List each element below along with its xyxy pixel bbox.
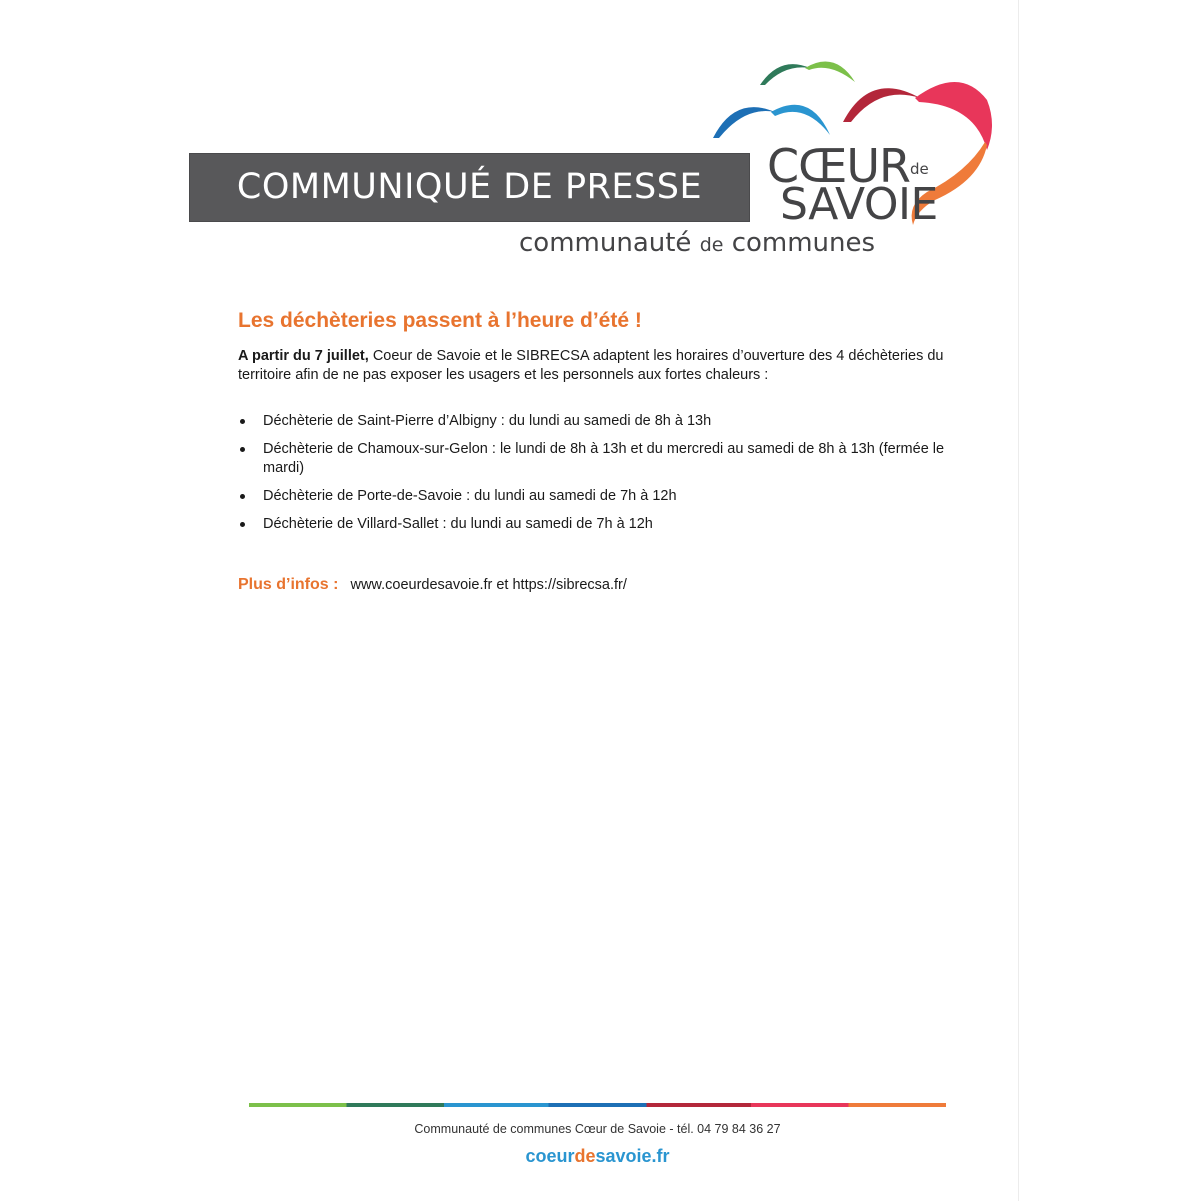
logo-bird-green-light (805, 62, 855, 82)
schedule-list (238, 412, 958, 543)
footer-color-bar (249, 1103, 946, 1107)
article-headline: Les déchèteries passent à l’heure d’été ! (238, 309, 642, 332)
logo-heart-red-light (915, 82, 992, 150)
logo-subtitle (519, 228, 875, 258)
logo-savoie: SAVOIE (780, 179, 938, 230)
list-item: Déchèterie de Villard-Sallet : du lundi au samedi de 7h à 12h (238, 515, 958, 534)
footer-site-part1: coeur (525, 1146, 575, 1166)
logo-de: de (910, 160, 929, 178)
page-edge (1018, 0, 1019, 1201)
logo-subtitle-a: communauté (519, 228, 692, 258)
logo-heart-red-dark (843, 88, 920, 122)
intro-date: A partir du 7 juillet, (238, 348, 369, 364)
list-item: Déchèterie de Porte-de-Savoie : du lundi au samedi de 7h à 12h (238, 487, 958, 506)
footer-contact: Communauté de communes Cœur de Savoie - tél. 04 79 84 36 27 (414, 1122, 781, 1136)
footer-site-part3: savoie.fr (595, 1146, 670, 1166)
logo-coeur: CŒUR (767, 139, 910, 193)
footer-site-part2: de (574, 1146, 596, 1166)
logo-bird-blue-light (771, 105, 830, 135)
intro-text: Coeur de Savoie et le SIBRECSA adaptent les horaires d’ouverture des 4 déchèteries du territoire afin de ne pas exposer les usagers et les personnels aux fortes chaleurs : (238, 348, 944, 383)
press-release-banner (189, 153, 750, 222)
more-info-links: www.coeurdesavoie.fr et https://sibrecsa.fr/ (350, 577, 627, 593)
more-info-label: Plus d’infos : (238, 576, 339, 593)
article-intro (238, 347, 958, 385)
logo-subtitle-b: communes (731, 228, 876, 258)
banner-title: COMMUNIQUÉ DE PRESSE (236, 167, 703, 207)
logo-bird-blue-dark (713, 107, 775, 138)
logo-subtitle-de: de (699, 234, 724, 256)
logo-bird-green-dark (760, 64, 810, 85)
list-item: Déchèterie de Chamoux-sur-Gelon : le lundi de 8h à 13h et du mercredi au samedi de 8h à 13h (fermée le mardi) (238, 440, 958, 478)
more-info (238, 576, 627, 594)
footer-website (0, 1146, 1195, 1167)
list-item: Déchèterie de Saint-Pierre d’Albigny : du lundi au samedi de 8h à 13h (238, 412, 958, 431)
